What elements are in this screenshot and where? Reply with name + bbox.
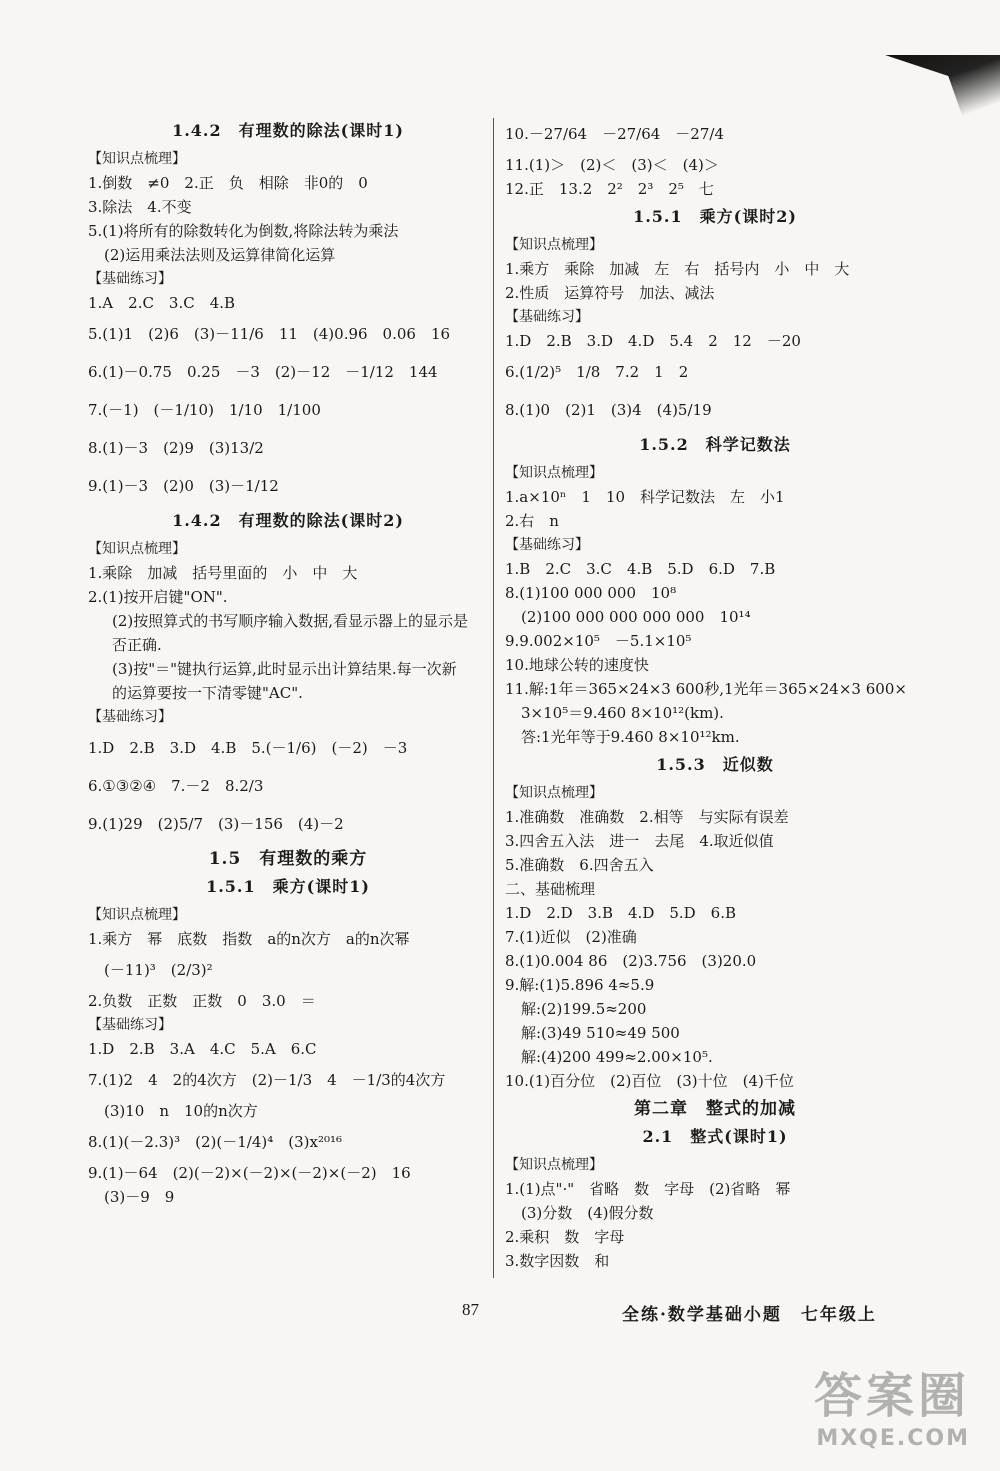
answer-line: 3.四舍五入法 进一 去尾 4.取近似值: [505, 832, 774, 850]
answer-line: 【知识点梳理】: [88, 907, 186, 923]
answer-line: 10.(1)百分位 (2)百位 (3)十位 (4)千位: [505, 1072, 794, 1090]
answer-line: 1.D 2.B 3.D 4.B 5.(－1/6) (－2) －3: [88, 739, 408, 757]
answer-line: 1.倒数 ≠0 2.正 负 相除 非0的 0: [88, 174, 368, 192]
section-heading: 1.5.3 近似数: [656, 755, 774, 774]
watermark-url: MXQE.COM: [816, 1426, 970, 1451]
book-title: 全练·数学基础小题 七年级上: [622, 1305, 877, 1325]
section-heading: 1.5.1 乘方(课时2): [633, 207, 797, 226]
section-heading: 1.5 有理数的乘方: [208, 849, 368, 869]
answer-line: (3)10 n 10的n次方: [104, 1102, 258, 1120]
answer-line: 9.9.002×10⁵ －5.1×10⁵: [505, 632, 692, 650]
answer-line: 3×10⁵＝9.460 8×10¹²(km).: [521, 704, 724, 722]
answer-line: 8.(1)－3 (2)9 (3)13/2: [88, 439, 264, 457]
answer-line: 【基础练习】: [88, 1017, 172, 1033]
section-heading: 1.4.2 有理数的除法(课时2): [172, 511, 404, 530]
section-heading: 2.1 整式(课时1): [642, 1127, 788, 1146]
answer-line: 答:1光年等于9.460 8×10¹²km.: [521, 728, 740, 746]
answer-line: 否正确.: [112, 636, 162, 654]
answer-line: 7.(1)2 4 2的4次方 (2)－1/3 4 －1/3的4次方: [88, 1071, 446, 1089]
answer-line: 2.乘积 数 字母: [505, 1228, 625, 1246]
answer-line: 11.(1)＞ (2)＜ (3)＜ (4)＞: [505, 156, 719, 174]
answer-line: 1.A 2.C 3.C 4.B: [88, 294, 236, 312]
answer-line: 解:(2)199.5≈200: [521, 1000, 647, 1018]
answer-line: 8.(1)0.004 86 (2)3.756 (3)20.0: [505, 952, 757, 970]
answer-line: 【基础练习】: [88, 271, 172, 287]
answer-line: (2)按照算式的书写顺序输入数据,看显示器上的显示是: [112, 612, 469, 630]
answer-line: (3)按"＝"键执行运算,此时显示出计算结果.每一次新: [112, 660, 457, 678]
watermark-text: 答案圈: [813, 1368, 970, 1424]
watermark-logo: [814, 1357, 970, 1451]
answer-line: (3)－9 9: [104, 1188, 175, 1206]
page-number: 87: [462, 1300, 479, 1319]
answer-line: 1.D 2.D 3.B 4.D 5.D 6.B: [505, 904, 737, 922]
answer-line: 1.B 2.C 3.C 4.B 5.D 6.D 7.B: [505, 560, 776, 578]
answer-line: 9.(1)29 (2)5/7 (3)－156 (4)－2: [88, 815, 344, 833]
answer-line: 5.(1)1 (2)6 (3)－11/6 11 (4)0.96 0.06 16: [88, 325, 451, 343]
answer-line: 2.性质 运算符号 加法、减法: [505, 284, 715, 302]
answer-line: 8.(1)0 (2)1 (3)4 (4)5/19: [505, 401, 712, 419]
answer-line: 5.准确数 6.四舍五入: [505, 856, 654, 874]
answer-line: 1.a×10ⁿ 1 10 科学记数法 左 小1: [505, 488, 785, 506]
column-divider: [493, 118, 494, 1278]
answer-line: (－11)³ (2/3)²: [104, 961, 213, 979]
answer-line: 6.①③②④ 7.－2 8.2/3: [88, 777, 264, 795]
answer-line: 10.地球公转的速度快: [505, 656, 649, 674]
answer-line: 【知识点梳理】: [88, 151, 186, 167]
answer-line: 【知识点梳理】: [505, 237, 603, 253]
answer-line: 2.(1)按开启键"ON".: [88, 588, 228, 606]
answer-line: 1.D 2.B 3.A 4.C 5.A 6.C: [88, 1040, 317, 1058]
answer-line: 1.乘方 幂 底数 指数 a的n次方 a的n次幂: [88, 930, 410, 948]
answer-line: 6.(1/2)⁵ 1/8 7.2 1 2: [505, 363, 689, 381]
answer-line: 7.(－1) (－1/10) 1/10 1/100: [88, 401, 321, 419]
answer-line: 二、基础梳理: [505, 880, 596, 898]
answer-line: 2.负数 正数 正数 0 3.0 ＝: [88, 992, 316, 1010]
answer-line: 【知识点梳理】: [505, 465, 603, 481]
answer-line: 1.乘除 加减 括号里面的 小 中 大: [88, 564, 358, 582]
right-column: [505, 115, 925, 1273]
section-heading: 1.5.1 乘方(课时1): [206, 877, 370, 896]
answer-line: 【基础练习】: [505, 309, 589, 325]
answer-line: 7.(1)近似 (2)准确: [505, 928, 637, 946]
answer-line: (2)运用乘法法则及运算律简化运算: [104, 246, 336, 264]
answer-line: 解:(3)49 510≈49 500: [521, 1024, 680, 1042]
section-heading: 1.4.2 有理数的除法(课时1): [172, 121, 404, 140]
answer-line: 6.(1)－0.75 0.25 －3 (2)－12 －1/12 144: [88, 363, 438, 381]
answer-line: 的运算要按一下清零键"AC".: [112, 684, 303, 702]
left-column: [88, 115, 488, 1209]
answer-line: 【基础练习】: [505, 537, 589, 553]
answer-line: 3.除法 4.不变: [88, 198, 192, 216]
answer-line: 9.(1)－64 (2)(－2)×(－2)×(－2)×(－2) 16: [88, 1164, 411, 1182]
answer-line: 【知识点梳理】: [88, 541, 186, 557]
answer-line: 【知识点梳理】: [505, 785, 603, 801]
answer-line: 9.解:(1)5.896 4≈5.9: [505, 976, 655, 994]
section-heading: 1.5.2 科学记数法: [639, 435, 791, 454]
answer-line: 1.D 2.B 3.D 4.D 5.4 2 12 －20: [505, 332, 801, 350]
answer-line: 解:(4)200 499≈2.00×10⁵.: [521, 1048, 713, 1066]
answer-line: 9.(1)－3 (2)0 (3)－1/12: [88, 477, 279, 495]
answer-line: (3)分数 (4)假分数: [521, 1204, 654, 1222]
answer-line: 1.(1)点"·" 省略 数 字母 (2)省略 幂: [505, 1180, 791, 1198]
answer-line: 3.数字因数 和: [505, 1252, 610, 1270]
answer-line: 10.－27/64 －27/64 －27/4: [505, 125, 724, 143]
answer-line: 【知识点梳理】: [505, 1157, 603, 1173]
answer-line: 【基础练习】: [88, 709, 172, 725]
answer-line: 5.(1)将所有的除数转化为倒数,将除法转为乘法: [88, 222, 399, 240]
answer-line: 8.(1)(－2.3)³ (2)(－1/4)⁴ (3)x²⁰¹⁶: [88, 1133, 342, 1151]
answer-line: 1.乘方 乘除 加减 左 右 括号内 小 中 大: [505, 260, 850, 278]
answer-line: 12.正 13.2 2² 2³ 2⁵ 七: [505, 180, 714, 198]
answer-line: 8.(1)100 000 000 10⁸: [505, 584, 677, 602]
answer-line: 11.解:1年＝365×24×3 600秒,1光年＝365×24×3 600×: [505, 680, 907, 698]
answer-line: 1.准确数 准确数 2.相等 与实际有误差: [505, 808, 789, 826]
answer-line: (2)100 000 000 000 000 10¹⁴: [521, 608, 751, 626]
section-heading: 第二章 整式的加减: [634, 1099, 796, 1119]
answer-line: 2.右 n: [505, 512, 559, 530]
